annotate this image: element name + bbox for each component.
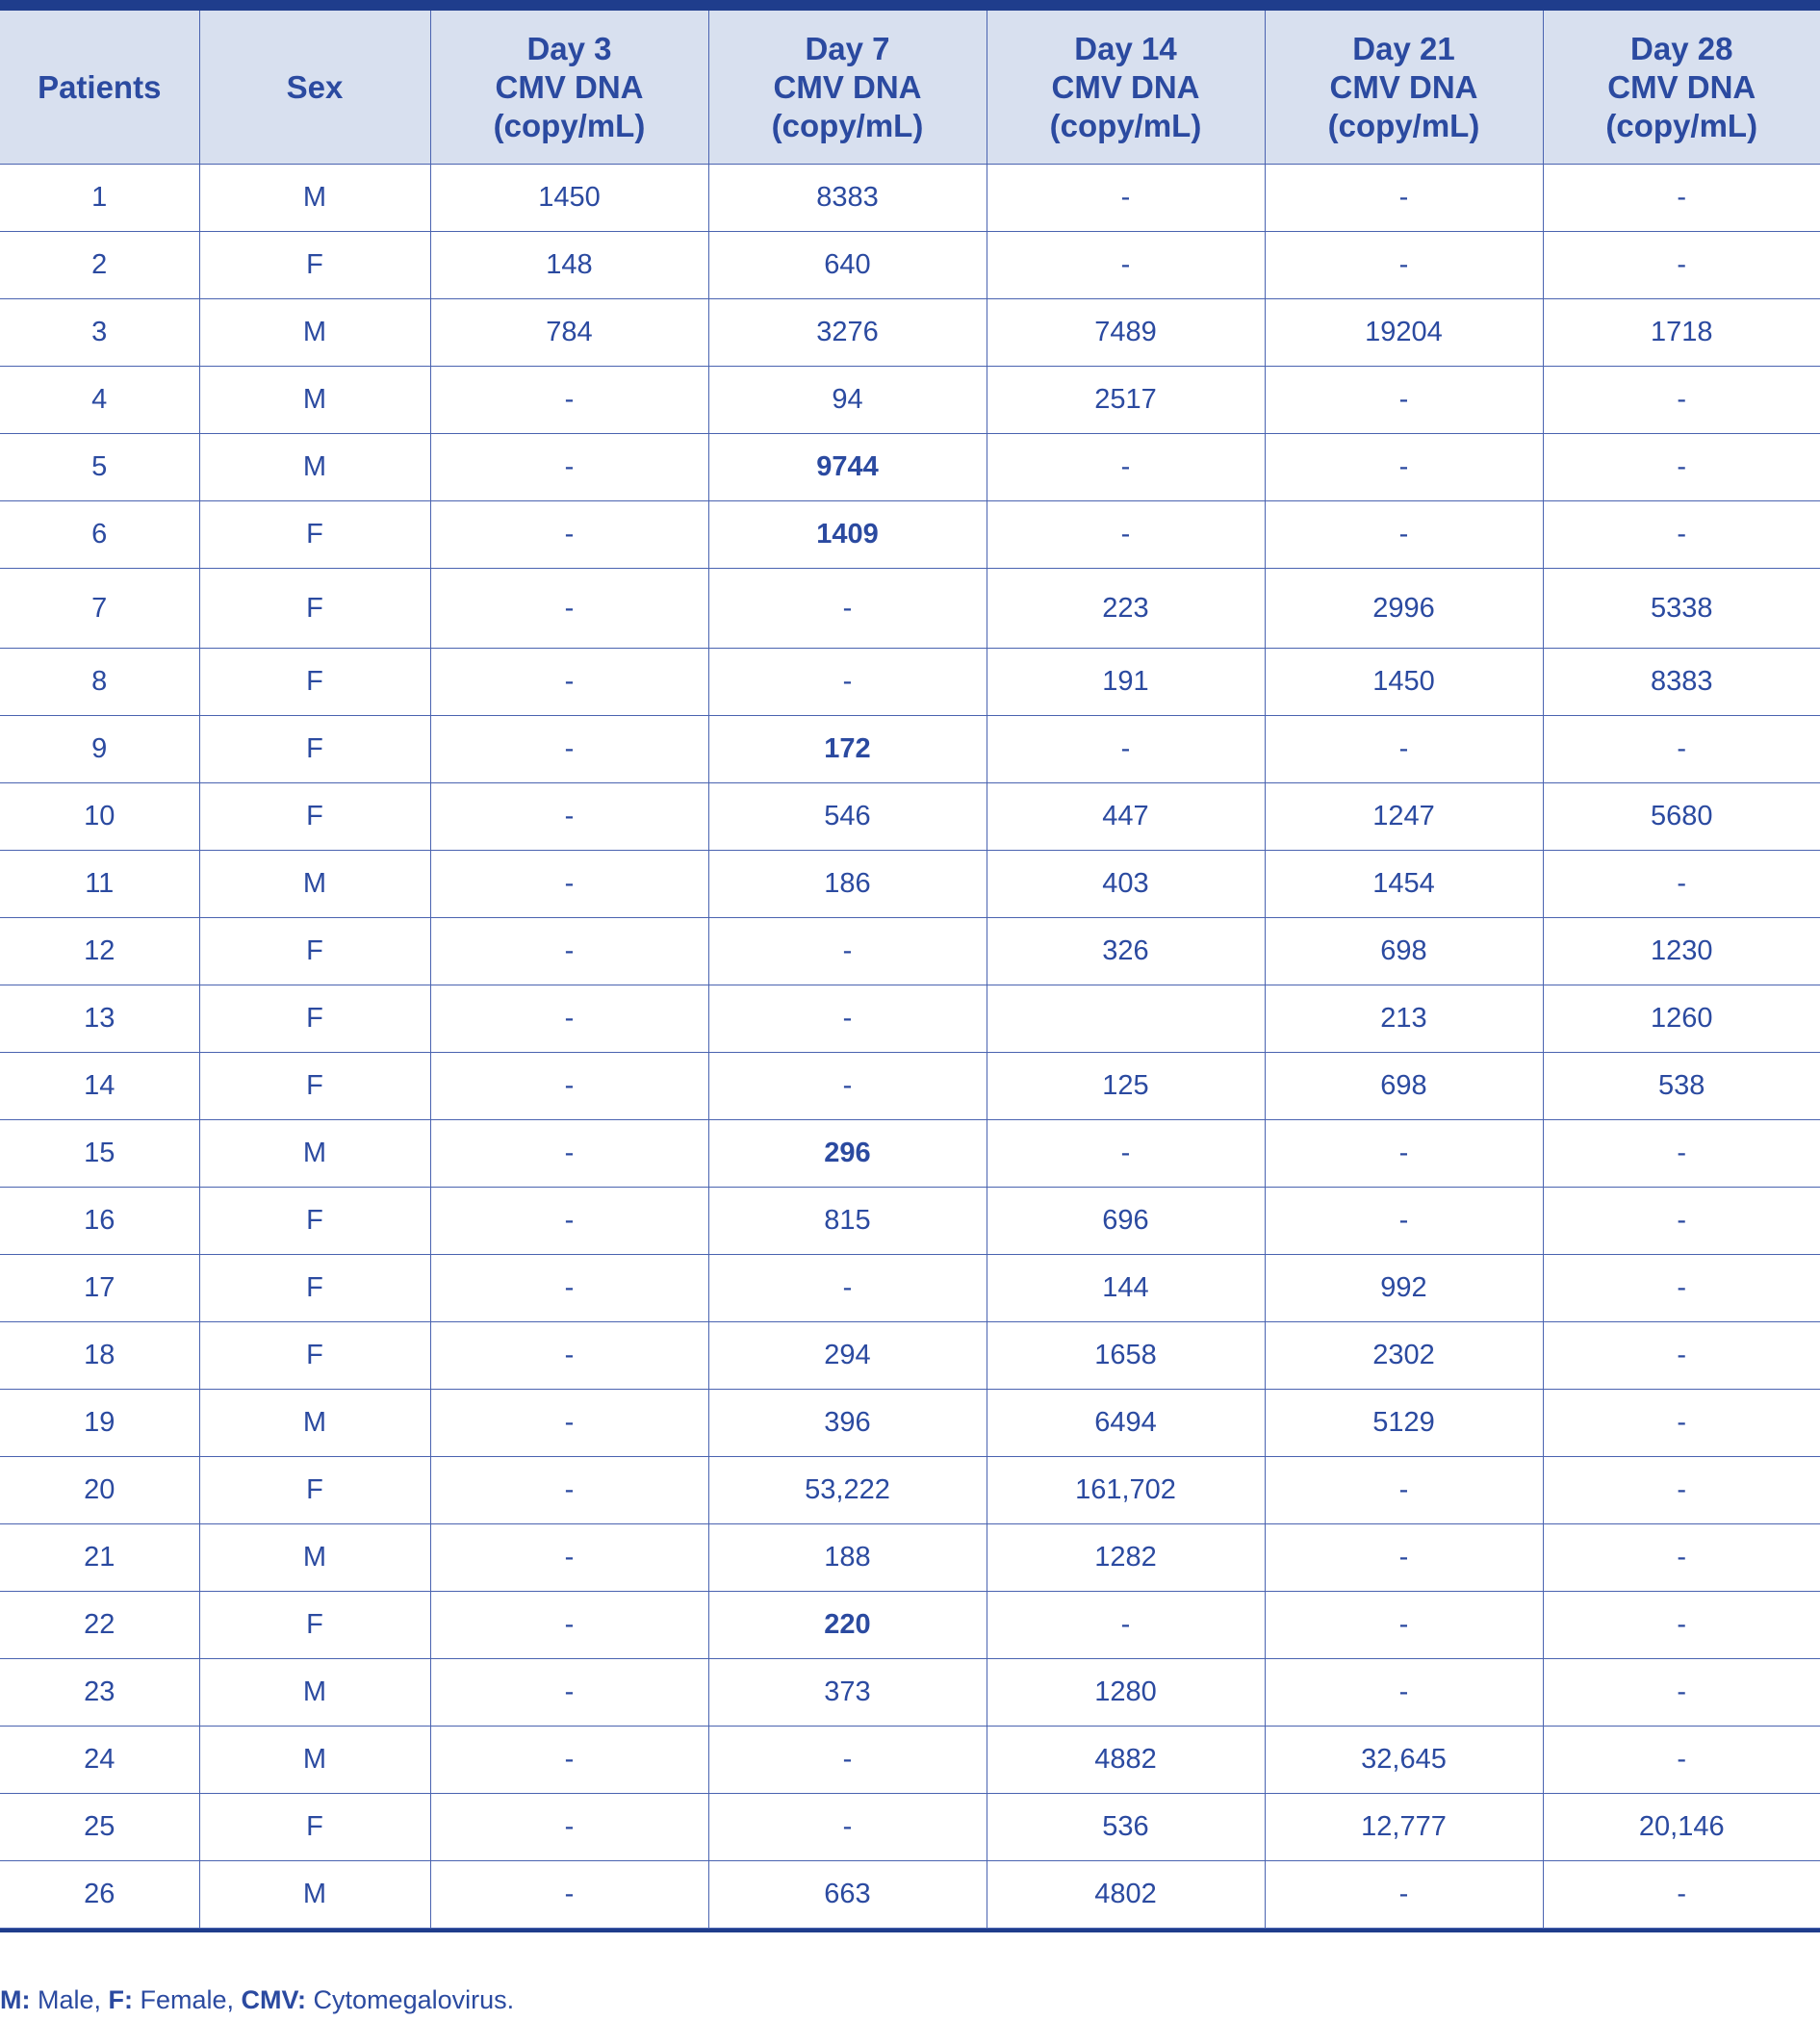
table-cell: -: [430, 1524, 708, 1592]
table-cell: 6494: [987, 1390, 1265, 1457]
table-cell: -: [1265, 501, 1543, 569]
table-cell: -: [1543, 716, 1820, 783]
table-row: [0, 649, 1820, 716]
table-row: [0, 851, 1820, 918]
table-cell: -: [430, 434, 708, 501]
table-cell: -: [1543, 232, 1820, 299]
table-cell: 326: [987, 918, 1265, 985]
table-cell: -: [1265, 165, 1543, 232]
column-header-line: Day 21: [1352, 30, 1455, 66]
table-cell: -: [708, 985, 987, 1053]
table-cell: 1450: [430, 165, 708, 232]
table-cell: -: [430, 918, 708, 985]
table-row: [0, 985, 1820, 1053]
column-header-line: (copy/mL): [771, 107, 924, 143]
table-row: [0, 1794, 1820, 1861]
table-cell: -: [987, 434, 1265, 501]
footnote-key: M:: [0, 1985, 31, 2014]
table-cell: -: [1543, 1861, 1820, 1929]
column-header: [199, 11, 430, 165]
table-cell: -: [430, 649, 708, 716]
table-cell: -: [1265, 1861, 1543, 1929]
table-row: [0, 1592, 1820, 1659]
table-cell: 3276: [708, 299, 987, 367]
table-cell: 538: [1543, 1053, 1820, 1120]
table-cell: 696: [987, 1188, 1265, 1255]
table-cell: M: [199, 299, 430, 367]
table-cell: -: [1543, 1727, 1820, 1794]
table-cell: M: [199, 851, 430, 918]
table-row: [0, 1727, 1820, 1794]
footnote-value: Male,: [30, 1985, 109, 2014]
table-cell: 94: [708, 367, 987, 434]
table-cell: -: [430, 1120, 708, 1188]
table-cell: -: [430, 1861, 708, 1929]
table-cell: 191: [987, 649, 1265, 716]
table-cell: 188: [708, 1524, 987, 1592]
table-cell: 12: [0, 918, 199, 985]
column-header-line: CMV DNA: [1329, 68, 1478, 105]
table-cell: 14: [0, 1053, 199, 1120]
table-cell: -: [430, 985, 708, 1053]
table-cell: -: [1543, 1188, 1820, 1255]
table-cell: -: [987, 501, 1265, 569]
table-cell: -: [1265, 1188, 1543, 1255]
table-cell: 1280: [987, 1659, 1265, 1727]
table-cell: F: [199, 918, 430, 985]
table-cell: -: [430, 783, 708, 851]
table-cell: 784: [430, 299, 708, 367]
table-cell: -: [430, 367, 708, 434]
footnote-value: Cytomegalovirus.: [306, 1985, 515, 2014]
table-cell: -: [430, 1188, 708, 1255]
table-cell: 396: [708, 1390, 987, 1457]
table-cell: -: [1543, 1255, 1820, 1322]
table-cell: F: [199, 232, 430, 299]
table-row: [0, 569, 1820, 649]
table-cell: 698: [1265, 918, 1543, 985]
table-cell: -: [1543, 434, 1820, 501]
table-cell: -: [1543, 1659, 1820, 1727]
table-cell: 19204: [1265, 299, 1543, 367]
table-cell: -: [1543, 1592, 1820, 1659]
table-cell: 1450: [1265, 649, 1543, 716]
table-cell: 2517: [987, 367, 1265, 434]
table-cell: 5: [0, 434, 199, 501]
column-header-line: Day 28: [1630, 30, 1733, 66]
table-cell: 2: [0, 232, 199, 299]
column-header-line: Day 7: [805, 30, 890, 66]
table-cell: 1230: [1543, 918, 1820, 985]
table-cell: -: [430, 1457, 708, 1524]
table-row: [0, 783, 1820, 851]
column-header-line: CMV DNA: [1607, 68, 1756, 105]
table-cell: -: [1543, 501, 1820, 569]
table-cell: F: [199, 1188, 430, 1255]
table-cell: 23: [0, 1659, 199, 1727]
table-cell: M: [199, 367, 430, 434]
table-cell: 1247: [1265, 783, 1543, 851]
table-cell: 1718: [1543, 299, 1820, 367]
table-cell: -: [1265, 367, 1543, 434]
cmv-dna-table: [0, 11, 1820, 1929]
table-cell: 18: [0, 1322, 199, 1390]
table-cell: -: [708, 1794, 987, 1861]
table-cell: 8: [0, 649, 199, 716]
table-row: [0, 1255, 1820, 1322]
table-cell: -: [430, 501, 708, 569]
table-cell: 1260: [1543, 985, 1820, 1053]
table-cell: -: [1543, 1390, 1820, 1457]
table-cell: 1409: [708, 501, 987, 569]
column-header: [708, 11, 987, 165]
table-cell: 16: [0, 1188, 199, 1255]
table-cell: -: [430, 1794, 708, 1861]
table-cell: M: [199, 1727, 430, 1794]
table-cell: F: [199, 1794, 430, 1861]
table-cell: -: [987, 1592, 1265, 1659]
table-cell: 161,702: [987, 1457, 1265, 1524]
table-cell: 640: [708, 232, 987, 299]
column-header: [0, 11, 199, 165]
table-row: [0, 501, 1820, 569]
table-cell: 12,777: [1265, 1794, 1543, 1861]
column-header-line: Patients: [38, 68, 162, 105]
table-cell: 25: [0, 1794, 199, 1861]
table-cell: F: [199, 569, 430, 649]
table-cell: M: [199, 1861, 430, 1929]
table-cell: 11: [0, 851, 199, 918]
table-cell: -: [430, 1659, 708, 1727]
table-cell: 373: [708, 1659, 987, 1727]
table-cell: -: [1543, 1120, 1820, 1188]
table-cell: 1282: [987, 1524, 1265, 1592]
table-cell: 4882: [987, 1727, 1265, 1794]
table-cell: -: [708, 918, 987, 985]
table-row: [0, 918, 1820, 985]
table-row: [0, 1524, 1820, 1592]
table-cell: 10: [0, 783, 199, 851]
table-cell: 1658: [987, 1322, 1265, 1390]
table-cell: 17: [0, 1255, 199, 1322]
table-row: [0, 1457, 1820, 1524]
table-cell: -: [987, 232, 1265, 299]
table-cell: -: [1265, 1457, 1543, 1524]
table-cell: F: [199, 783, 430, 851]
table-row: [0, 165, 1820, 232]
table-cell: -: [430, 569, 708, 649]
table-cell: 144: [987, 1255, 1265, 1322]
table-cell: 22: [0, 1592, 199, 1659]
table-cell: -: [708, 1255, 987, 1322]
table-cell: -: [708, 1727, 987, 1794]
table-bottom-rule: [0, 1929, 1820, 1932]
table-row: [0, 434, 1820, 501]
table-row: [0, 1861, 1820, 1929]
table-cell: -: [430, 1322, 708, 1390]
footnote-key: F:: [108, 1985, 133, 2014]
table-cell: -: [430, 851, 708, 918]
table-cell: 5338: [1543, 569, 1820, 649]
table-cell: -: [1265, 1120, 1543, 1188]
table-cell: M: [199, 434, 430, 501]
table-cell: -: [430, 1255, 708, 1322]
column-header-line: Day 14: [1074, 30, 1177, 66]
table-cell: 53,222: [708, 1457, 987, 1524]
table-cell: -: [987, 716, 1265, 783]
table-cell: 13: [0, 985, 199, 1053]
table-cell: -: [708, 1053, 987, 1120]
table-cell: M: [199, 1390, 430, 1457]
column-header-line: Sex: [286, 68, 344, 105]
table-cell: 536: [987, 1794, 1265, 1861]
table-cell: -: [1543, 1457, 1820, 1524]
table-cell: -: [430, 1053, 708, 1120]
table-cell: F: [199, 1053, 430, 1120]
table-cell: 9744: [708, 434, 987, 501]
table-cell: -: [430, 1390, 708, 1457]
column-header-line: (copy/mL): [1049, 107, 1202, 143]
table-row: [0, 367, 1820, 434]
table-cell: 186: [708, 851, 987, 918]
column-header-line: CMV DNA: [495, 68, 644, 105]
table-cell: 992: [1265, 1255, 1543, 1322]
table-cell: -: [987, 165, 1265, 232]
column-header: [1543, 11, 1820, 165]
table-cell: -: [1543, 367, 1820, 434]
table-cell: F: [199, 1322, 430, 1390]
table-cell: M: [199, 1524, 430, 1592]
column-header-line: Day 3: [526, 30, 612, 66]
table-cell: 296: [708, 1120, 987, 1188]
header-row: [0, 11, 1820, 165]
table-cell: F: [199, 1457, 430, 1524]
table-cell: 8383: [708, 165, 987, 232]
table-row: [0, 299, 1820, 367]
table-cell: 223: [987, 569, 1265, 649]
table-cell: F: [199, 649, 430, 716]
table-cell: 20,146: [1543, 1794, 1820, 1861]
table-cell: 4: [0, 367, 199, 434]
table-cell: -: [1265, 1659, 1543, 1727]
table-cell: 32,645: [1265, 1727, 1543, 1794]
table-cell: 125: [987, 1053, 1265, 1120]
table-cell: 5680: [1543, 783, 1820, 851]
column-header-line: CMV DNA: [773, 68, 922, 105]
table-row: [0, 1188, 1820, 1255]
table-cell: 213: [1265, 985, 1543, 1053]
table-cell: M: [199, 1120, 430, 1188]
table-row: [0, 1659, 1820, 1727]
column-header: [987, 11, 1265, 165]
table-cell: -: [430, 1727, 708, 1794]
column-header: [430, 11, 708, 165]
table-cell: M: [199, 165, 430, 232]
table-cell: 24: [0, 1727, 199, 1794]
table-cell: 8383: [1543, 649, 1820, 716]
table-cell: [987, 985, 1265, 1053]
table-cell: -: [1265, 1524, 1543, 1592]
table-row: [0, 232, 1820, 299]
table-cell: 663: [708, 1861, 987, 1929]
table-cell: 3: [0, 299, 199, 367]
table-footnote: [0, 1985, 514, 2015]
table-cell: F: [199, 501, 430, 569]
table-cell: -: [708, 649, 987, 716]
table-cell: 294: [708, 1322, 987, 1390]
table-cell: 148: [430, 232, 708, 299]
table-cell: 2302: [1265, 1322, 1543, 1390]
table-cell: 172: [708, 716, 987, 783]
table-cell: 546: [708, 783, 987, 851]
table-cell: 815: [708, 1188, 987, 1255]
footnote-value: Female,: [133, 1985, 242, 2014]
column-header-line: CMV DNA: [1051, 68, 1200, 105]
column-header-line: (copy/mL): [1327, 107, 1480, 143]
table-cell: 1: [0, 165, 199, 232]
column-header: [1265, 11, 1543, 165]
table-cell: M: [199, 1659, 430, 1727]
table-cell: F: [199, 716, 430, 783]
column-header-line: (copy/mL): [493, 107, 646, 143]
table-cell: -: [987, 1120, 1265, 1188]
table-cell: 21: [0, 1524, 199, 1592]
table-cell: -: [1543, 165, 1820, 232]
table-cell: -: [1265, 434, 1543, 501]
table-cell: F: [199, 1255, 430, 1322]
table-cell: 447: [987, 783, 1265, 851]
table-body: [0, 165, 1820, 1929]
table-cell: 7489: [987, 299, 1265, 367]
table-cell: 5129: [1265, 1390, 1543, 1457]
column-header-line: (copy/mL): [1605, 107, 1758, 143]
table-cell: -: [430, 716, 708, 783]
table-header: [0, 11, 1820, 165]
table-cell: -: [1265, 1592, 1543, 1659]
table-cell: -: [430, 1592, 708, 1659]
footnote-key: CMV:: [241, 1985, 307, 2014]
table-cell: -: [1265, 232, 1543, 299]
table-cell: -: [708, 569, 987, 649]
table-row: [0, 1390, 1820, 1457]
table-cell: F: [199, 1592, 430, 1659]
table-cell: -: [1543, 1524, 1820, 1592]
table-cell: -: [1543, 851, 1820, 918]
table-cell: 19: [0, 1390, 199, 1457]
table-cell: 9: [0, 716, 199, 783]
table-cell: 220: [708, 1592, 987, 1659]
table-cell: 403: [987, 851, 1265, 918]
table-cell: 1454: [1265, 851, 1543, 918]
table-row: [0, 1120, 1820, 1188]
table-cell: 4802: [987, 1861, 1265, 1929]
table-cell: 20: [0, 1457, 199, 1524]
table-cell: 15: [0, 1120, 199, 1188]
table-cell: 698: [1265, 1053, 1543, 1120]
table-row: [0, 716, 1820, 783]
table-cell: F: [199, 985, 430, 1053]
table-cell: 26: [0, 1861, 199, 1929]
table-cell: 6: [0, 501, 199, 569]
table-row: [0, 1322, 1820, 1390]
table-cell: 7: [0, 569, 199, 649]
table-cell: -: [1265, 716, 1543, 783]
table-cell: -: [1543, 1322, 1820, 1390]
table-cell: 2996: [1265, 569, 1543, 649]
table-row: [0, 1053, 1820, 1120]
table-top-rule: [0, 0, 1820, 11]
